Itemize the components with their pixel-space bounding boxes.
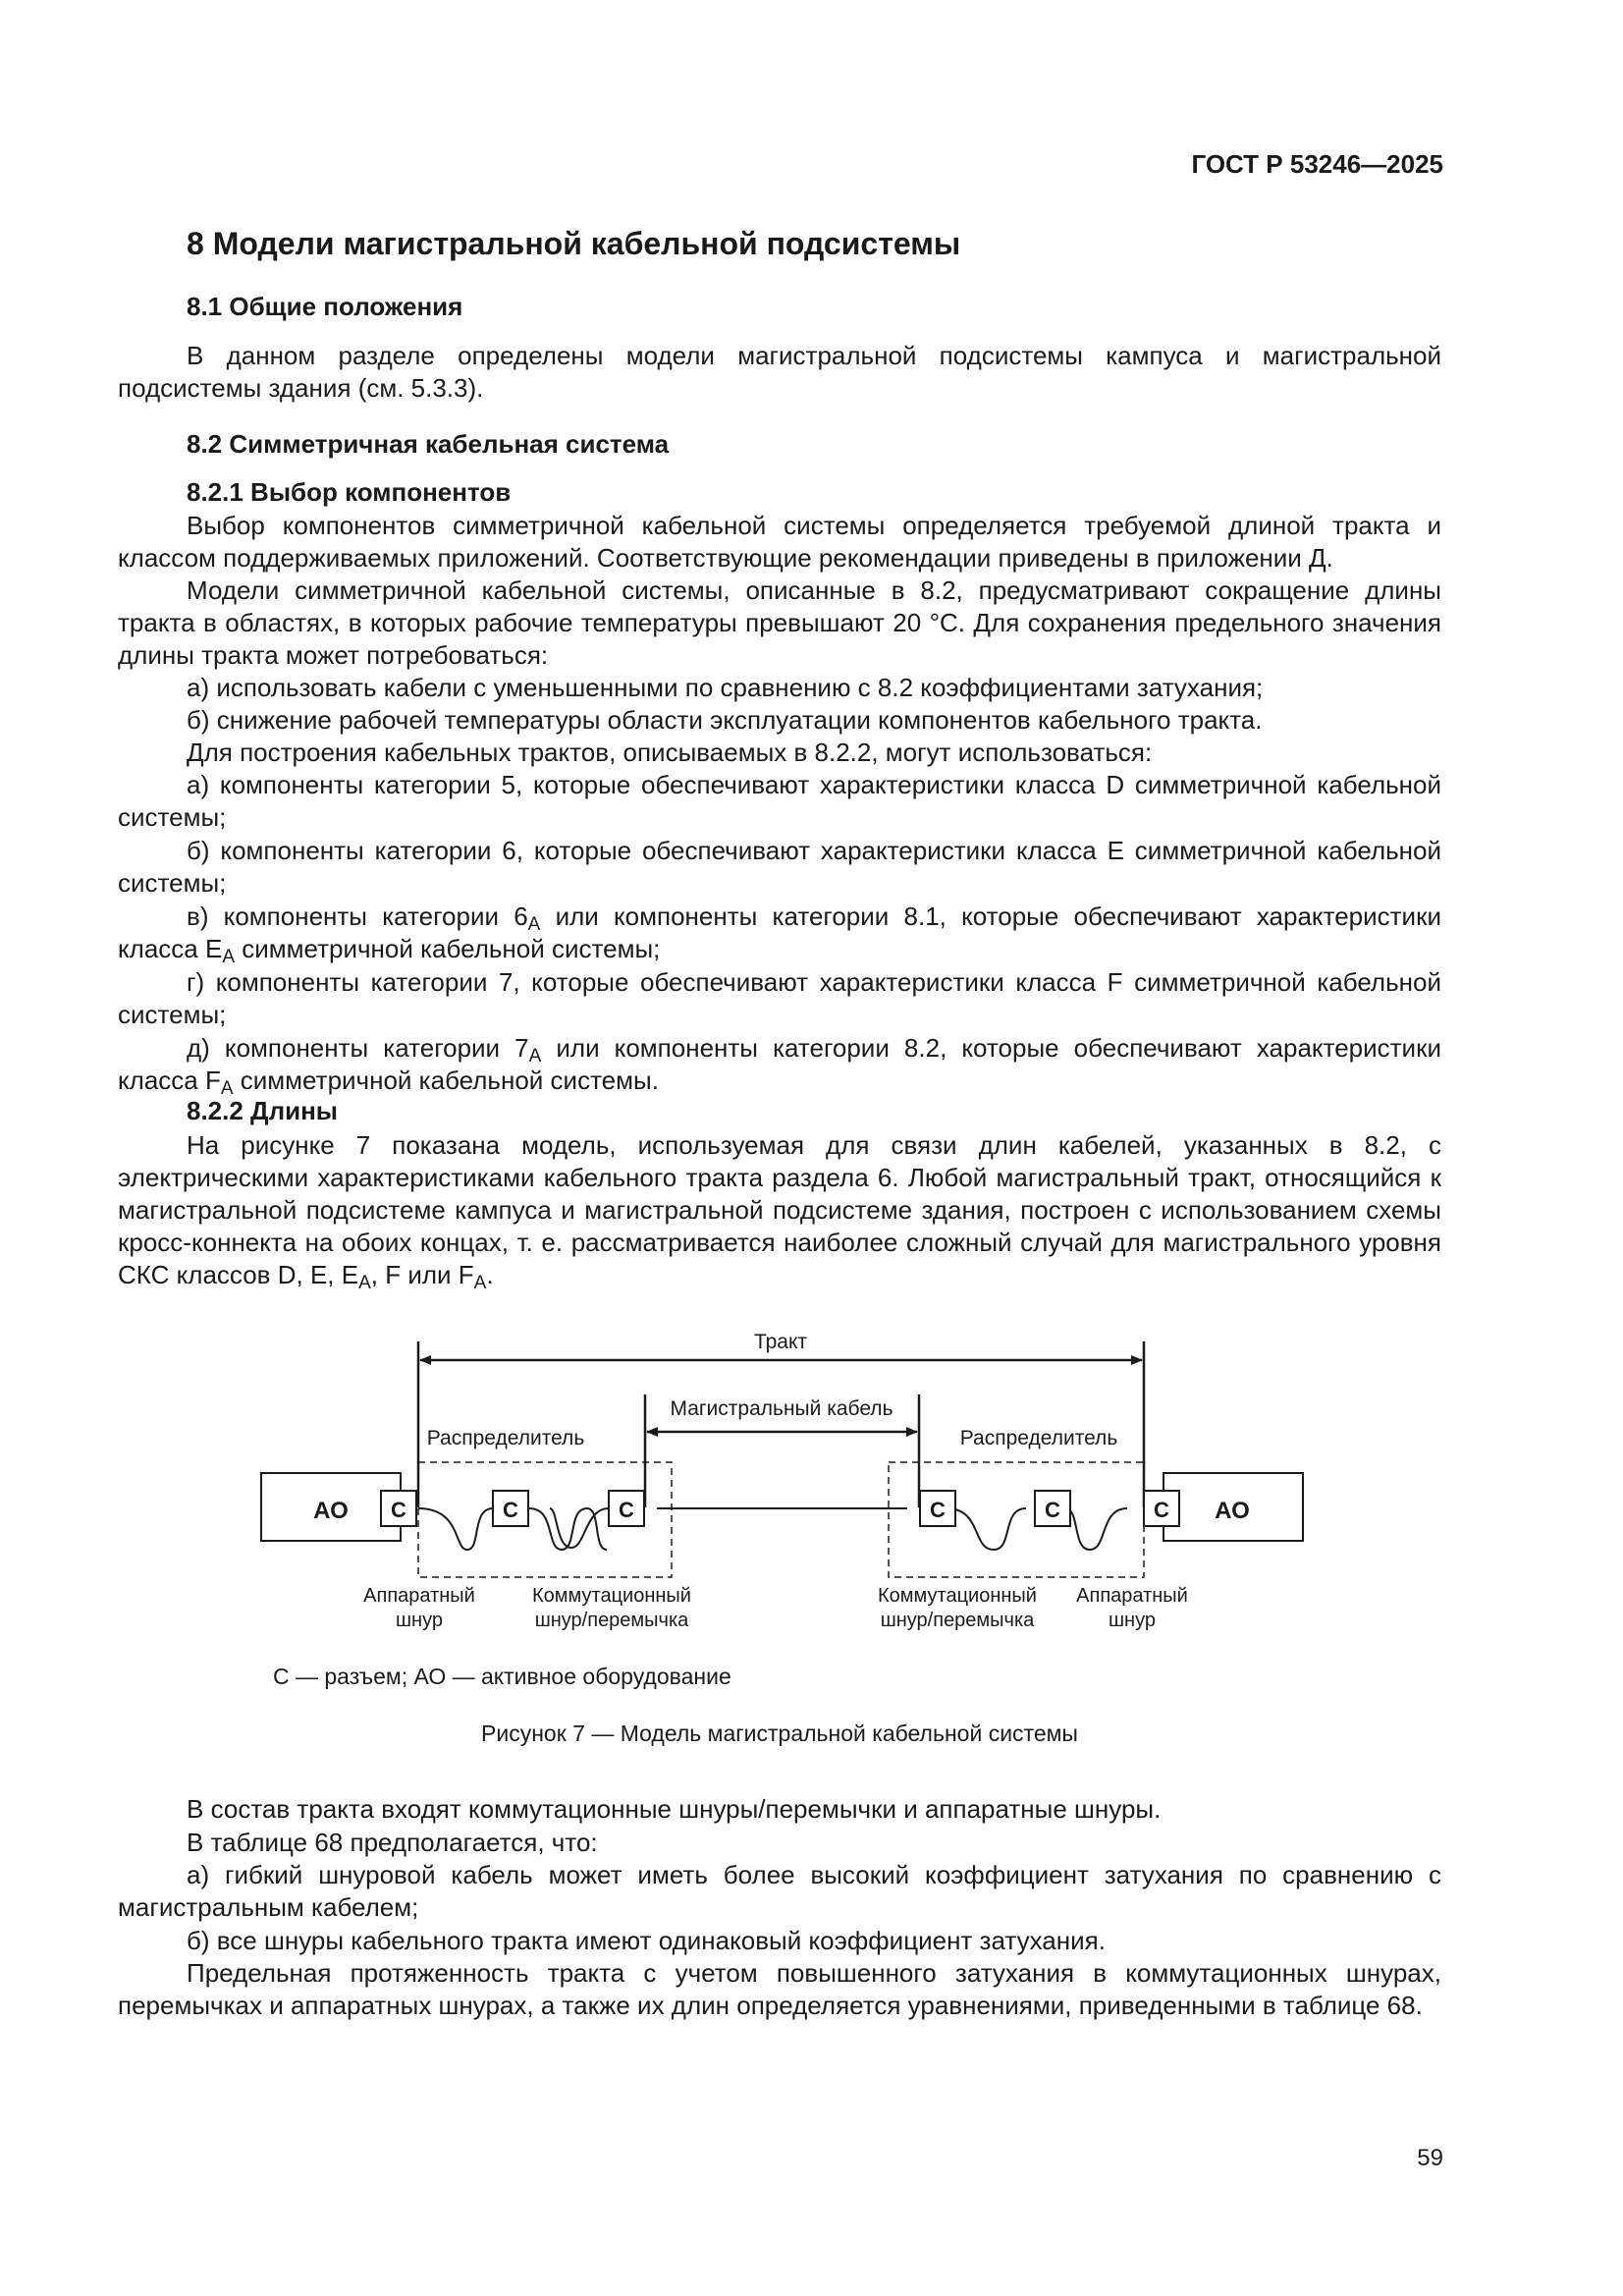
backbone-label: Магистральный кабель [670, 1397, 893, 1420]
patch-cord-right [947, 1508, 1026, 1550]
connector-left-1 [381, 1491, 416, 1526]
equip-cord-right-label-1: Аппаратный [1076, 1585, 1188, 1607]
patch-cord-right-label-1: Коммутационный [878, 1585, 1037, 1607]
connector-left-3 [609, 1491, 644, 1526]
svg-text:С: С [1154, 1498, 1169, 1522]
subsection-title-8-2: 8.2 Симметричная кабельная система [187, 429, 670, 459]
list-item: г) компоненты категории 7, которые обеспечивают характеристики класса F симметричной кабельной системы; [118, 967, 1441, 1029]
section-title: 8 Модели магистральной кабельной подсистемы [187, 226, 961, 261]
paragraph: Модели симметричной кабельной системы, описанные в 8.2, предусматривают сокращение длины тракта в областях, в которых рабочие температуры превышают 20 °С. Для сохранения предельного значения длины тракта может потребоваться: [118, 575, 1441, 670]
list-item: а) компоненты категории 5, которые обеспечивают характеристики класса D симметричной кабельной системы; [118, 770, 1441, 832]
svg-text:С: С [503, 1498, 518, 1522]
list-item: а) гибкий шнуровой кабель может иметь более высокий коэффициент затухания по сравнению с магистральным кабелем; [118, 1860, 1441, 1922]
subsection-title-8-2-1: 8.2.1 Выбор компонентов [187, 477, 512, 507]
patch-cord-right-label-2: шнур/перемычка [880, 1610, 1035, 1631]
list-item: б) все шнуры кабельного тракта имеют одинаковый коэффициент затухания. [187, 1926, 1106, 1955]
patch-cord-left-label-2: шнур/перемычка [534, 1610, 689, 1631]
page-number: 59 [1417, 2145, 1443, 2171]
equipment-cord-right [1065, 1508, 1127, 1550]
document-id: ГОСТ Р 53246—2025 [1191, 149, 1443, 179]
equip-cord-left-label-2: шнур [396, 1610, 443, 1631]
paragraph: Выбор компонентов симметричной кабельной системы определяется требуемой длиной тракта и классом поддерживаемых приложений. Соответствующие рекомендации приведены в приложении Д. [118, 511, 1441, 573]
svg-text:С: С [619, 1498, 634, 1522]
paragraph: В состав тракта входят коммутационные шнуры/перемычки и аппаратные шнуры. [187, 1794, 1162, 1824]
subsection-title-8-1: 8.1 Общие положения [187, 292, 463, 321]
patch-cord-left-label-1: Коммутационный [532, 1585, 691, 1607]
subsection-title-8-2-2: 8.2.2 Длины [187, 1096, 338, 1125]
ao-left-label: АО [313, 1498, 349, 1524]
list-item: б) компоненты категории 6, которые обеспечивают характеристики класса E симметричной кабельной системы; [118, 836, 1441, 898]
ao-right-label: АО [1215, 1498, 1250, 1524]
connector-right-3 [1144, 1491, 1179, 1526]
paragraph: В данном разделе определены модели магистральной подсистемы кампуса и магистральной подсистемы здания (см. 5.3.3). [118, 341, 1441, 403]
connector-right-1 [920, 1491, 955, 1526]
connector-left-2 [493, 1491, 528, 1526]
svg-text:С: С [930, 1498, 946, 1522]
connector-right-2 [1035, 1491, 1070, 1526]
paragraph: На рисунке 7 показана модель, используемая для связи длин кабелей, указанных в 8.2, с электрическими характеристиками кабельного тракта раздела 6. Любой магистральный тракт, относящийся к магистральной подсистеме кампуса и магистральной подсистеме здания, построен с использованием схемы кросс-коннекта на обоих концах, т. е. рассматривается наиболее сложный случай для магистрального уровня СКС классов D, E, $E_A$, F или $F_A$. [118, 1130, 1441, 1293]
svg-text:С: С [391, 1498, 406, 1522]
equip-cord-right-label-2: шнур [1109, 1610, 1156, 1631]
tract-label: Тракт [753, 1331, 808, 1353]
paragraph: Для построения кабельных трактов, описываемых в 8.2.2, могут использоваться: [187, 738, 1153, 767]
svg-text:С: С [1045, 1498, 1060, 1522]
list-item: д) компоненты категории $7_A$ или компоненты категории 8.2, которые обеспечивают характеристики класса $F_A$ симметричной кабельной системы. [118, 1033, 1441, 1099]
list-item: а) использовать кабели с уменьшенными по сравнению с 8.2 коэффициентами затухания; [187, 673, 1264, 702]
figure-caption: Рисунок 7 — Модель магистральной кабельной системы [481, 1721, 1078, 1746]
distributor-left-label: Распределитель [426, 1427, 585, 1449]
equipment-cord-left [418, 1508, 493, 1550]
paragraph: Предельная протяженность тракта с учетом повышенного затухания в коммутационных шнурах, перемычках и аппаратных шнурах, а также их длин определяется уравнениями, приведенными в таблице 68. [118, 1958, 1441, 2020]
list-item: в) компоненты категории $6_A$ или компоненты категории 8.1, которые обеспечивают характеристики класса $E_A$ симметричной кабельной системы; [118, 902, 1441, 967]
equip-cord-left-label-1: Аппаратный [363, 1585, 475, 1607]
figure-legend: С — разъем; АО — активное оборудование [273, 1664, 731, 1689]
paragraph: В таблице 68 предполагается, что: [187, 1828, 598, 1857]
list-item: б) снижение рабочей температуры области эксплуатации компонентов кабельного тракта. [187, 705, 1263, 735]
distributor-right-label: Распределитель [959, 1427, 1118, 1449]
backbone-cabling-diagram [0, 1316, 1623, 1655]
